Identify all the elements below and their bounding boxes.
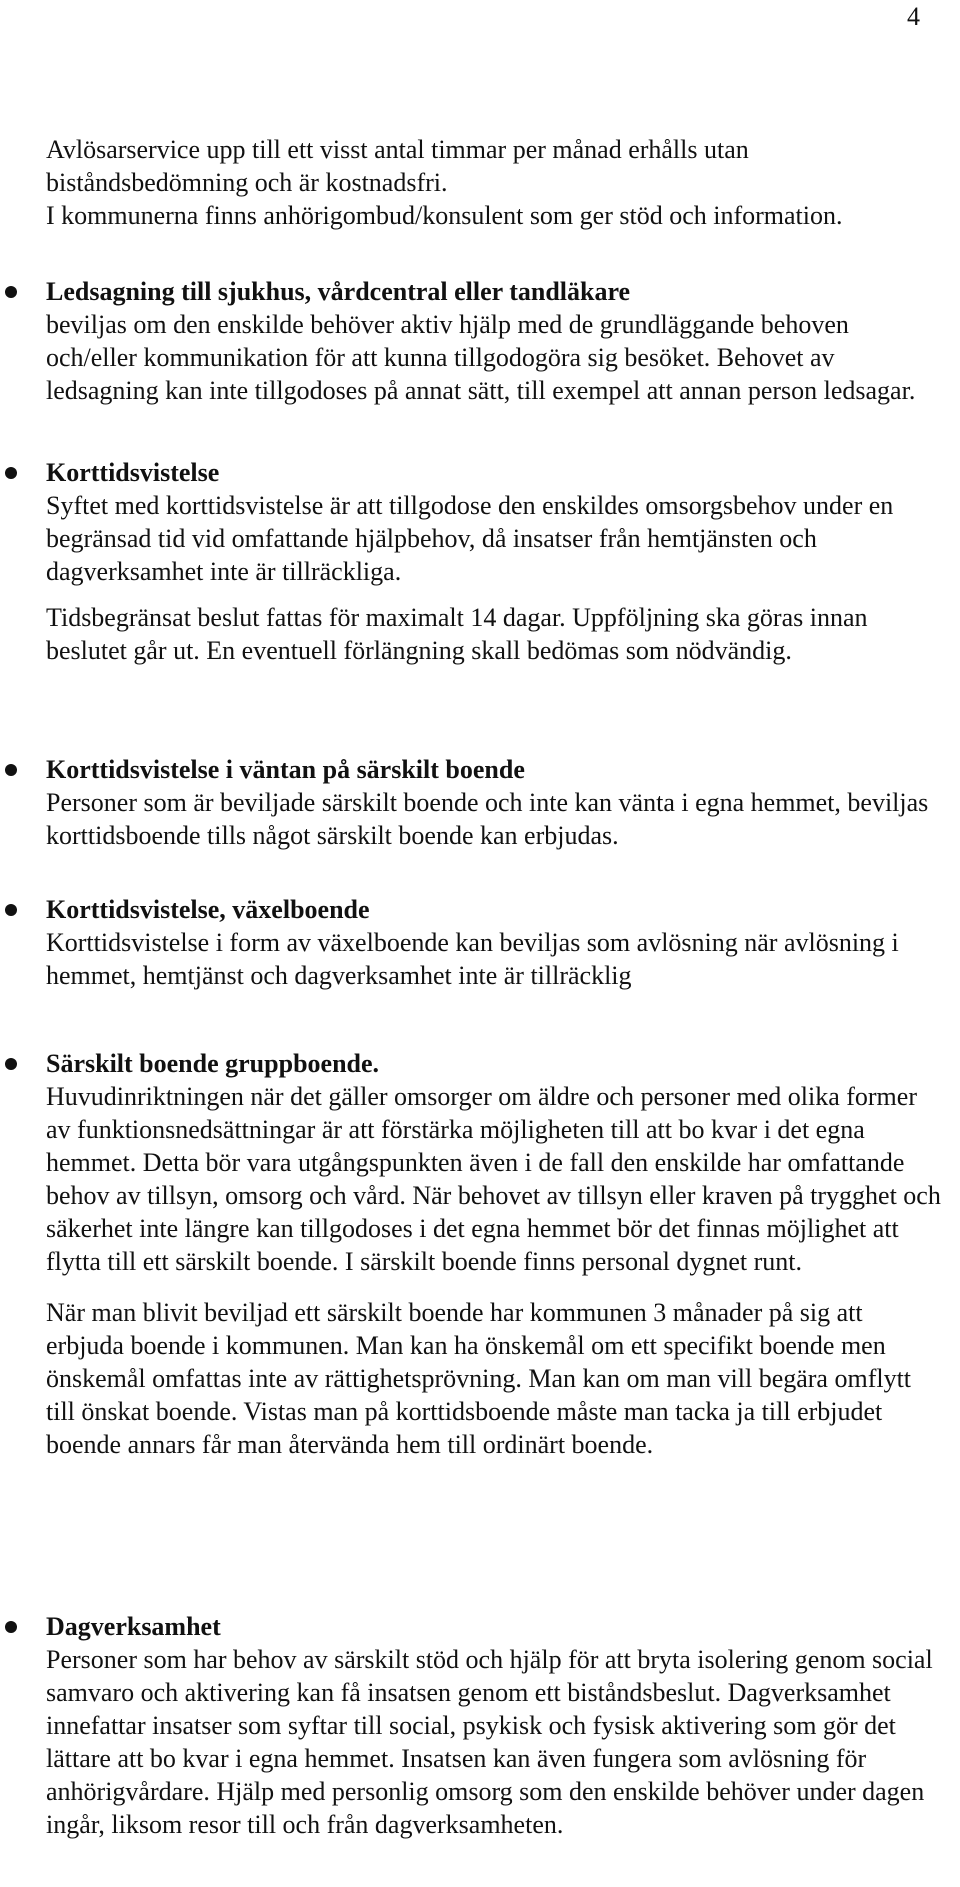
list-item-body [46,1047,946,1461]
list-item-body [46,893,946,992]
section-paragraph: Korttidsvistelse i form av växelboende kan beviljas som avlösning när avlösning i hemmet, hemtjänst och dagverksamhet inte är tillräcklig [46,928,899,990]
section-paragraph: Personer som är beviljade särskilt boende och inte kan vänta i egna hemmet, beviljas korttidsboende tills något särskilt boende kan erbjudas. [46,788,929,850]
intro-line: biståndsbedömning och är kostnadsfri. [46,168,448,197]
bullet-icon [5,467,17,479]
section-paragraph: Huvudinriktningen när det gäller omsorger om äldre och personer med olika former av funktionsnedsättningar är att förstärka möjligheten till att bo kvar i det egna hemmet. Detta bör vara utgångspunkten även i de fall den enskilde har omfattande behov av tillsyn, omsorg och vård. När behovet av tillsyn eller kraven på trygghet och säkerhet inte längre kan tillgodoses i det egna hemmet bör det finnas möjlighet att flytta till ett särskilt boende. I särskilt boende finns personal dygnet runt. [46,1082,941,1276]
section-heading: Särskilt boende gruppboende. [46,1049,380,1078]
section-heading: Korttidsvistelse, växelboende [46,895,370,924]
section-paragraph: Tidsbegränsat beslut fattas för maximalt 14 dagar. Uppföljning ska göras innan beslutet går ut. En eventuell förlängning skall bedömas som nödvändig. [46,603,868,665]
section-heading: Dagverksamhet [46,1612,221,1641]
bullet-icon [5,1058,17,1070]
intro-paragraph [46,133,936,232]
list-item-body [46,275,946,407]
intro-line: Avlösarservice upp till ett visst antal timmar per månad erhålls utan [46,135,749,164]
intro-line: I kommunerna finns anhörigombud/konsulent som ger stöd och information. [46,201,843,230]
bullet-icon [5,1621,17,1633]
bullet-icon [5,286,17,298]
list-item-body [46,456,946,667]
list-item-body [46,753,946,852]
section-heading: Korttidsvistelse [46,458,220,487]
section-paragraph: När man blivit beviljad ett särskilt boende har kommunen 3 månader på sig att erbjuda boende i kommunen. Man kan ha önskemål om ett specifikt boende men önskemål omfattas inte av rättighetsprövning. Man kan om man vill begära omflytt till önskat boende. Vistas man på korttidsboende måste man tacka ja till erbjudet boende annars får man återvända hem till ordinärt boende. [46,1298,912,1459]
section-heading: Ledsagning till sjukhus, vårdcentral eller tandläkare [46,277,631,306]
section-paragraph: Syftet med korttidsvistelse är att tillgodose den enskildes omsorgsbehov under en begränsad tid vid omfattande hjälpbehov, då insatser från hemtjänsten och dagverksamhet inte är tillräckliga. [46,491,894,586]
bullet-icon [5,764,17,776]
list-item-body [46,1610,946,1841]
bullet-icon [5,904,17,916]
section-paragraph: beviljas om den enskilde behöver aktiv hjälp med de grundläggande behoven och/eller kommunikation för att kunna tillgodogöra sig besöket. Behovet av ledsagning kan inte tillgodoses på annat sätt, till exempel att annan person ledsagar. [46,310,916,405]
section-heading: Korttidsvistelse i väntan på särskilt boende [46,755,525,784]
page-number: 4 [907,2,920,31]
section-paragraph: Personer som har behov av särskilt stöd och hjälp för att bryta isolering genom social samvaro och aktivering kan få insatsen genom ett biståndsbeslut. Dagverksamhet innefattar insatser som syftar till social, psykisk och fysisk aktivering som gör det lättare att bo kvar i egna hemmet. Insatsen kan även fungera som avlösning för anhörigvårdare. Hjälp med personlig omsorg som den enskilde behöver under dagen ingår, liksom resor till och från dagverksamheten. [46,1645,933,1839]
